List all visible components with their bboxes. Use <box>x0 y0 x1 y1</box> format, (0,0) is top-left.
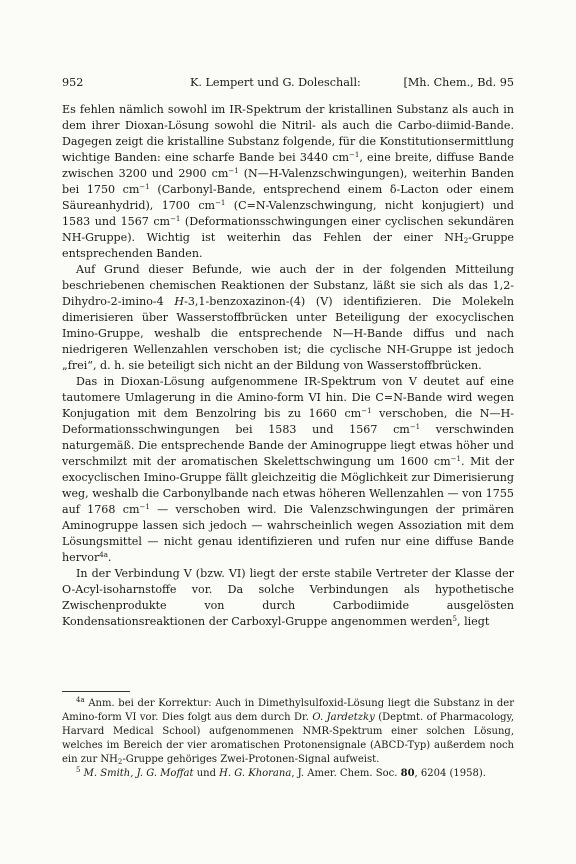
footnote-5 <box>62 767 514 781</box>
text-run: -Gruppe gehöriges Zwei-Protonen-Signal aufweist. <box>122 754 380 765</box>
body-text <box>62 102 514 630</box>
author-name: H. G. Khorana <box>219 768 292 779</box>
footnote-marker: 4a <box>76 696 85 704</box>
text-run: (N—H-Valenzschwingungen), weiterhin Banden bei 1750 cm <box>62 167 514 196</box>
subscript: 2 <box>117 758 123 766</box>
text-run: , liegt <box>457 615 490 628</box>
text-run: (Carbonyl-Bande, entsprechend einem δ-Lacton oder einem Säureanhydrid), 1700 cm <box>62 183 515 212</box>
superscript: −1 <box>409 423 421 431</box>
superscript: −1 <box>361 407 372 415</box>
text-run: , 6204 (1958). <box>414 768 486 779</box>
page-number: 952 <box>62 76 84 89</box>
paragraph-identification <box>62 262 514 374</box>
footnote-separator <box>62 691 130 692</box>
footnotes <box>62 697 514 781</box>
paragraph-ir-spectrum <box>62 102 514 262</box>
text-run: . <box>107 551 112 564</box>
superscript: −1 <box>349 151 360 159</box>
superscript: −1 <box>139 183 150 191</box>
text-run: verschwinden naturgemäß. Die entsprechende Bande der Aminogruppe liegt etwas höher und verschmilzt mit der aromatischen Skelettschwingung um 1600 cm <box>62 423 514 468</box>
footnote-marker: 5 <box>76 766 81 774</box>
superscript: −1 <box>139 503 150 511</box>
text-run: (Deptmt. of Pharmacology, Harvard Medical School) aufgenommenen NMR-Spektrum einer solchen Lösung, welches im Bereich der vier aromatischen Protonensignale (ABCD-Typ) außerdem noch ein zur NH <box>62 712 514 765</box>
running-title: K. Lempert und G. Doleschall: <box>190 76 361 89</box>
text-run: Anm. bei der Korrektur: Auch in Dimethylsulfoxid-Lösung liegt die Substanz in der Amino-form VI vor. Dies folgt aus dem durch Dr. <box>62 698 514 723</box>
text-run: Es fehlen nämlich sowohl im IR-Spektrum der kristallinen Substanz als auch in dem ihrer Dioxan-Lösung sowohl die Nitril- als auch die Carbo-diimid-Bande. Dagegen zeigt die kristalline Substanz folgende, für die Konstitutionsermittlung wichtige Banden: eine scharfe Bande bei 3440 cm <box>62 103 514 164</box>
text-run: Auf Grund dieser Befunde, wie auch der in der folgenden Mitteilung beschriebenen chemischen Reaktionen der Substanz, läßt sie sich als das 1,2-Dihydro-2-imino-4 <box>62 263 514 308</box>
subscript: 2 <box>463 237 469 245</box>
paragraph-dioxane-spectrum <box>62 374 514 566</box>
superscript: −1 <box>170 215 181 223</box>
text-run: , eine breite, diffuse Bande zwischen 3200 und 2900 cm <box>62 151 514 180</box>
text-run: und <box>193 768 220 779</box>
text-run: . Mit der exocyclischen Imino-Gruppe fällt gleichzeitig die Möglichkeit zur Dimerisierung weg, weshalb die Carbonylbande nach etwas höheren Wellenzahlen — von 1755 auf 1768 cm <box>62 455 515 516</box>
superscript: −1 <box>228 167 239 175</box>
paragraph-acyl-isourea <box>62 566 514 630</box>
volume-number: 80 <box>400 768 415 779</box>
footnote-marker: 4a <box>99 551 108 559</box>
text-run: verschoben, die N—H-Deformationsschwingungen bei 1583 und 1567 cm <box>62 407 514 436</box>
text-run: -3,1-benzoxazinon-(4) (V) identifizieren. Die Molekeln dimerisieren über Wasserstoffbrücken unter Beteiligung der exocyclischen Imino-Gruppe, weshalb die entsprechende N—H-Bande diffus und nach niedrigeren Wellenzahlen verschoben ist; die cyclische NH-Gruppe ist jedoch „frei“, d. h. sie beteiligt sich nicht an der Bildung von Wasserstoffbrücken. <box>62 295 514 372</box>
text-run: (Deformationsschwingungen einer cyclischen sekundären NH-Gruppe). Wichtig ist weiterhin das Fehlen der einer NH <box>62 215 514 244</box>
text-run: Das in Dioxan-Lösung aufgenommene IR-Spektrum von V deutet auf eine tautomere Umlagerung in die Amino-form VI hin. Die C=N-Bande wird wegen Konjugation mit dem Benzolring bis zu 1660 cm <box>62 375 514 420</box>
italic-text: H <box>174 295 185 308</box>
superscript: −1 <box>215 199 226 207</box>
text-run: (C=N-Valenzschwingung, nicht konjugiert) und 1583 und 1567 cm <box>62 199 515 228</box>
author-name: O. Jardetzky <box>312 712 375 723</box>
footnote-4a <box>62 697 514 767</box>
text-run: In der Verbindung V (bzw. VI) liegt der erste stabile Vertreter der Klasse der O-Acyl-isoharnstoffe vor. Da solche Verbindungen als hypothetische Zwischenprodukte von durch Carbodiimide ausgelösten Kondensationsreaktionen der Carboxyl-Gruppe angenommen werden <box>62 567 514 628</box>
text-run: , J. Amer. Chem. Soc. <box>291 768 401 779</box>
text-run: — verschoben wird. Die Valenzschwingungen der primären Aminogruppe lassen sich jedoch — wahrscheinlich wegen Assoziation mit dem Lösungsmittel — nicht genau identifizieren und rufen nur eine diffuse Bande hervor <box>62 503 514 564</box>
text-run: -Gruppe entsprechenden Banden. <box>62 231 514 260</box>
journal-reference: [Mh. Chem., Bd. 95 <box>403 76 514 89</box>
superscript: −1 <box>450 455 461 463</box>
footnote-marker: 5 <box>452 615 458 623</box>
author-names: M. Smith, J. G. Moffat <box>83 768 194 779</box>
